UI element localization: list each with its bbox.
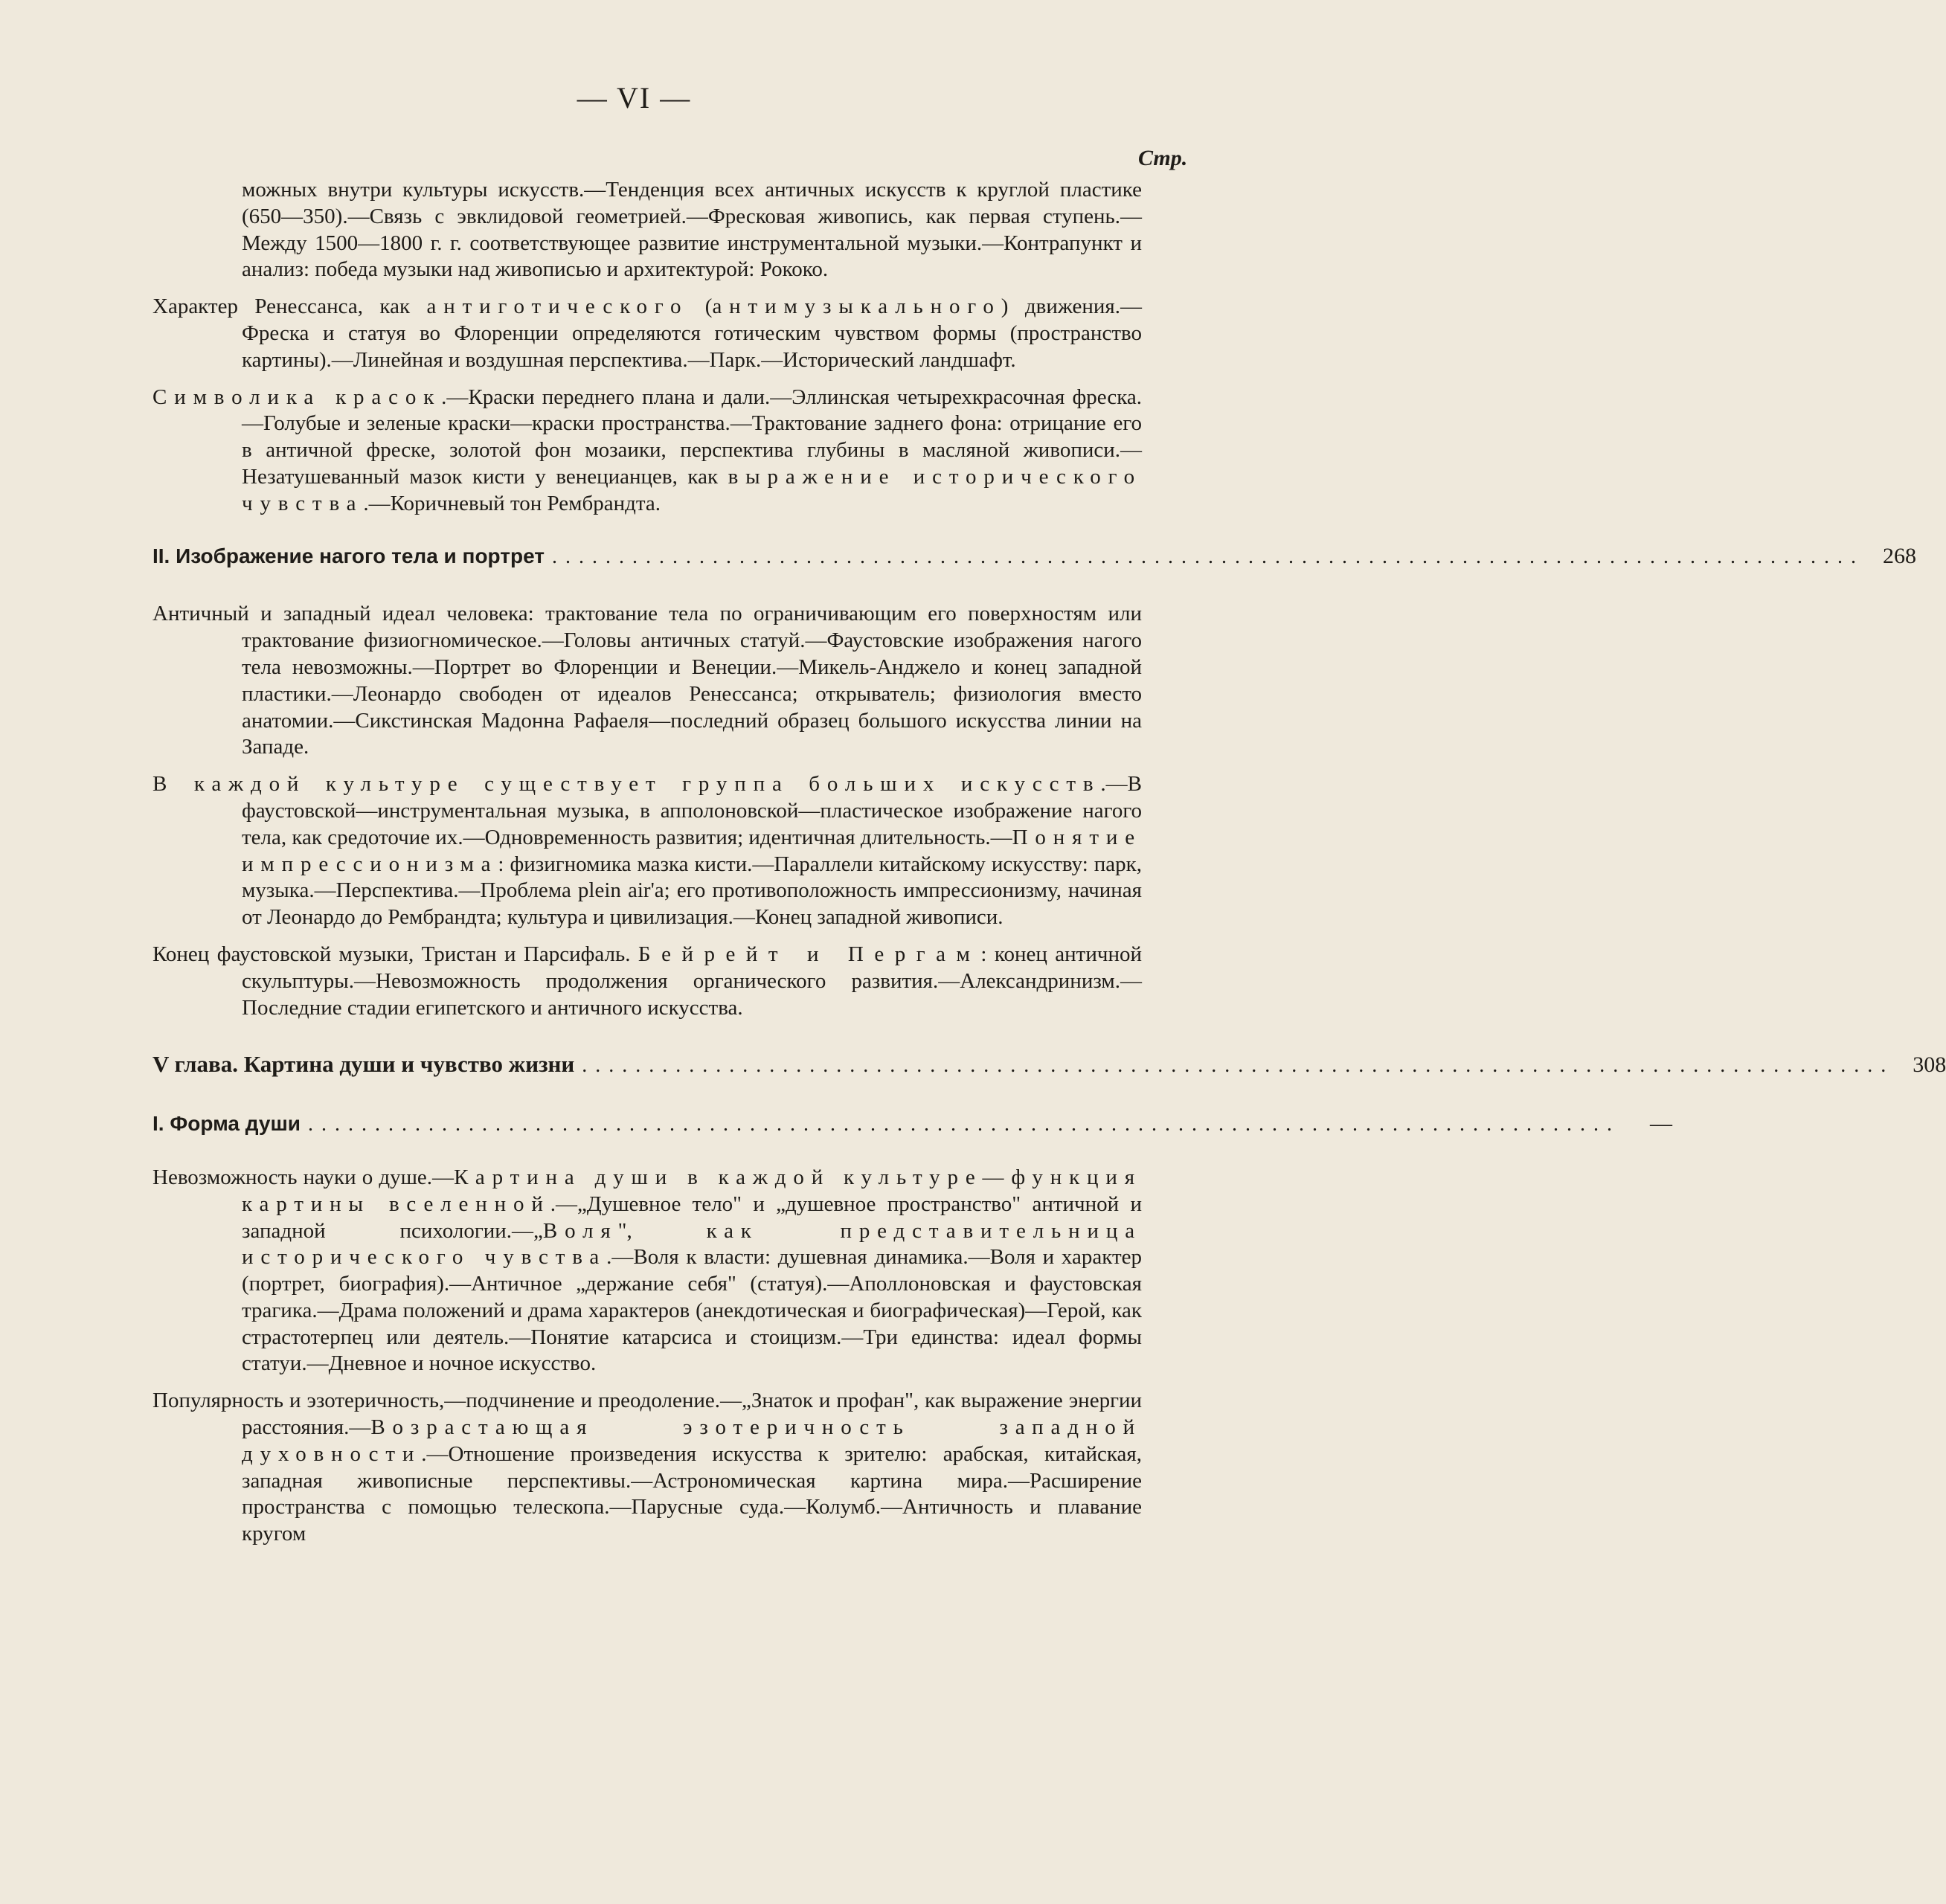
spaced-emphasis-text: как представительница исторического чувства	[242, 1218, 1142, 1270]
toc-label: I. Форма души	[152, 1112, 301, 1136]
spaced-emphasis-text: антимузыкального	[712, 295, 1001, 319]
toc-entry-section-ii	[152, 543, 1917, 570]
spaced-emphasis-text: Символика красок	[152, 385, 442, 409]
spaced-emphasis-text: Бейрейт и Пергам	[638, 942, 981, 966]
paragraph-group-bottom	[152, 1165, 1142, 1548]
toc-paragraph-p7	[152, 1165, 1142, 1377]
toc-entry-chapter-v	[152, 1051, 1946, 1079]
toc-paragraph-p1	[152, 177, 1142, 283]
paragraph-text: Античный и западный идеал человека: трактование тела по ограничивающим его поверхностям или трактование физиогномическое.—Головы античных статуй.—Фаустовские изображения нагого тела невозможны.—Портрет во Флоренции и Венеции.—Микель-Анджело и конец западной пластики.—Леонардо свободен от идеалов Ренессанса; открыватель; физиология вместо анатомии.—Сикстинская Мадонна Рафаеля—последний образец большого искусства линии на Западе.	[152, 602, 1142, 759]
toc-paragraph-p2	[152, 294, 1142, 373]
paragraph-text: .—„Душевное тело" и „душевное пространство" античной и западной психологии.—„	[242, 1191, 1142, 1243]
toc-paragraph-p3	[152, 385, 1142, 518]
toc-paragraph-p8	[152, 1388, 1142, 1548]
spaced-emphasis-text: Возрастающая эзотеричность западной духовности	[242, 1415, 1142, 1466]
toc-page-number: 308	[1913, 1052, 1946, 1078]
spaced-emphasis-text: выражение исторического чувства	[242, 464, 1143, 515]
paragraph-text: Невозможность науки о душе.—	[152, 1165, 455, 1189]
paragraph-group-mid	[152, 601, 1142, 1021]
spaced-emphasis-text: Картина души в каждой культуре—функция картины вселенной	[242, 1165, 1142, 1216]
toc-label: II. Изображение нагого тела и портрет	[152, 544, 545, 567]
paragraph-text: Характер Ренессанса, как	[152, 295, 427, 319]
paragraph-text: Популярность и эзотеричность,—подчинение и преодоление.—„Знаток и профан", как выражение энергии расстояния.—	[152, 1389, 1142, 1440]
paragraph-text: можных внутри культуры искусств.—Тенденция всех античных искусств к круглой пластике (650—350).—Связь с эвклидовой геометрией.—Фресковая живопись, как первая ступень.—Между 1500—1800 г. г. соответствующее развитие инструментальной музыки.—Контрапункт и анализ: победа музыки над живописью и архитектурой: Рококо.	[242, 178, 1142, 282]
toc-entry-section-i	[152, 1110, 1673, 1138]
spaced-emphasis-text: В каждой культуре существует группа больших искусств	[152, 772, 1101, 797]
paragraph-text: .—Воля к власти: душевная динамика.—Воля и характер (портрет, биография).—Античное „держание себя" (статуя).—Аполлоновская и фаустовская трагика.—Драма положений и драма характеров (анекдотическая и биографическая)—Герой, как страстотерпец или деятель.—Понятие катарсиса и стоицизм.—Три единства: идеал формы статуи.—Дневное и ночное искусство.	[242, 1245, 1143, 1376]
toc-paragraph-p6	[152, 942, 1142, 1021]
paragraph-text: : физигномика мазка кисти.—Параллели китайскому искусству: парк, музыка.—Перспектива.—Проблема plein air'а; его противоположность импрессионизму, начиная от Леонардо до Рембрандта; культура и цивилизация.—Конец западной живописи.	[242, 852, 1142, 930]
paragraph-text: .—Отношение произведения искусства к зрителю: арабская, китайская, западная живописные перспективы.—Астрономическая картина мира.—Расширение пространства с помощью телескопа.—Парусные суда.—Колумб.—Античность и плавание кругом	[242, 1441, 1142, 1546]
spaced-emphasis-text: Понятие импрессионизма	[242, 825, 1142, 876]
spaced-emphasis-text: Воля	[542, 1218, 618, 1243]
spaced-emphasis-text: антиготического	[426, 295, 689, 319]
paragraph-text: (	[688, 295, 713, 319]
toc-content	[152, 177, 1946, 1558]
page-number-header: — VI —	[577, 81, 692, 115]
paragraph-text: ) движения.—Фреска и статуя во Флоренции определяются готическим чувством формы (пространство картины).—Линейная и воздушная перспектива.—Парк.—Исторический ландшафт.	[242, 295, 1142, 372]
paragraph-text: .—В фаустовской—инструментальная музыка, в апполоновской—пластическое изображение нагого тела, как средоточие их.—Одновременность развития; идентичная длительность.—	[242, 772, 1142, 849]
page-column-label: Стр.	[1138, 146, 1188, 170]
toc-paragraph-p4	[152, 601, 1142, 761]
paragraph-text: : конец античной скульптуры.—Невозможность продолжения органического развития.—Александринизм.—Последние стадии египетского и античного искусства.	[242, 942, 1142, 1020]
paragraph-text: .—Краски переднего плана и дали.—Эллинская четырехкрасочная фреска.—Голубые и зеленые краски—краски пространства.—Трактование заднего фона: отрицание его в античной фреске, золотой фон мозаики, перспектива глубины в масляной живописи.—Незатушеванный мазок кисти у венецианцев, как	[242, 385, 1142, 489]
paragraph-group-top	[152, 177, 1142, 518]
paragraph-text: ",	[617, 1218, 707, 1243]
paragraph-text: Конец фаустовской музыки, Тристан и Парсифаль.	[152, 942, 638, 966]
toc-label: V глава. Картина души и чувство жизни	[152, 1051, 575, 1078]
toc-paragraph-p5	[152, 771, 1142, 931]
toc-page-number: —	[1650, 1111, 1673, 1136]
paragraph-text: .—Коричневый тон Рембрандта.	[363, 491, 661, 515]
toc-leader-dots: ..................................................................................................	[582, 1054, 1895, 1078]
toc-page-number: 268	[1883, 543, 1917, 568]
toc-leader-dots: ..................................................................................................	[552, 544, 1865, 568]
toc-leader-dots: ..................................................................................................	[308, 1113, 1621, 1136]
